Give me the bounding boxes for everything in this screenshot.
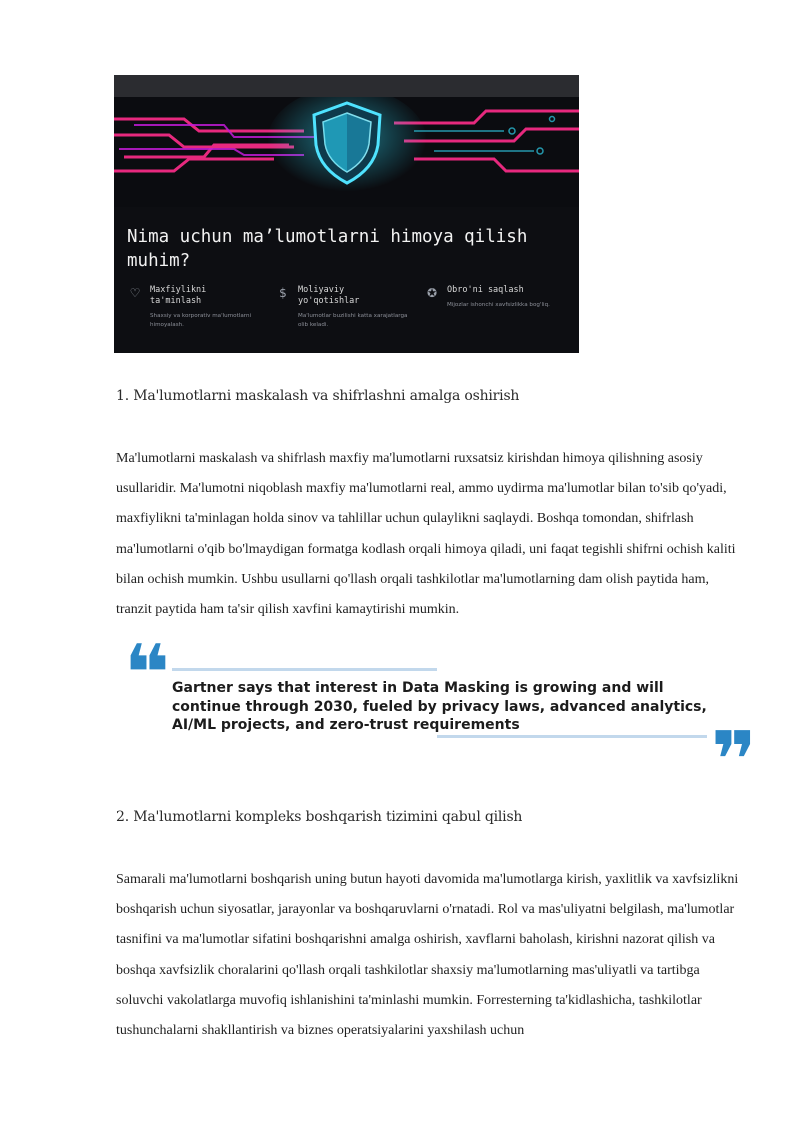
badge-icon: ✪ (426, 286, 438, 300)
section-1-heading: 1. Ma'lumotlarni maskalash va shifrlashni amalga oshirish (116, 388, 520, 404)
feature-description: Ma'lumotlar buzilishi katta xarajatlarga olib keladi. (298, 313, 408, 328)
feature-title: Moliyaviy yo'qotishlar (298, 285, 360, 306)
feature-description: Shaxsiy va korporativ ma'lumotlarni himoyalash. (150, 313, 252, 328)
close-quote-icon: ❞ (711, 716, 757, 806)
quote-divider-bottom (437, 735, 707, 738)
quote-text: Gartner says that interest in Data Masking is growing and will continue through 2030, fueled by privacy laws, advanced analytics, AI/ML projects, and zero-trust requirements (172, 680, 707, 733)
heart-icon: ♡ (129, 286, 141, 300)
feature-title: Obro'ni saqlash (447, 285, 524, 295)
feature-description: Mijozlar ishonchi xavfsizlikka bog'liq. (447, 302, 550, 308)
open-quote-icon: ❝ (124, 629, 170, 719)
feature-title: Maxfiylikni ta'minlash (150, 285, 207, 306)
quote-divider-top (172, 668, 437, 671)
section-2-heading: 2. Ma'lumotlarni kompleks boshqarish tizimini qabul qilish (116, 809, 523, 825)
section-2-paragraph: Samarali ma'lumotlarni boshqarish uning butun hayoti davomida ma'lumotlarga kirish, yaxlitlik va xavfsizlikni boshqarish uchun siyosatlar, jarayonlar va boshqaruvlarni o'rnatadi. Rol va mas'uliyatni belgilash, ma'lumotlar tasnifini va ma'lumotlar sifatini boshqarishni amalga oshirish, xavflarni baholash, kirishni nazorat qilish va boshqa xavfsizlik choralarini qo'llash orqali tashkilotlar shaxsiy ma'lumotlarning mas'uliyatli va tartibga soluvchi vakolatlarga muvofiq ishlanishini ta'minlashi mumkin. Forresterning ta'kidlashicha, tashkilotlar tushunchalarni shakllantirish va biznes operatsiyalarini yaxshilash uchun (116, 872, 739, 1039)
dollar-icon: $ (279, 286, 287, 300)
hero-image (114, 75, 579, 353)
hero-top-bar (114, 75, 579, 97)
hero-title: Nima uchun ma’lumotlarni himoya qilish muhim? (127, 227, 528, 271)
cyber-shield-illustration (114, 97, 579, 207)
section-1-paragraph: Ma'lumotlarni maskalash va shifrlash maxfiy ma'lumotlarni ruxsatsiz kirishdan himoya qilishning asosiy usullaridir. Ma'lumotni niqoblash maxfiy ma'lumotlarni real, ammo uydirma ma'lumotlar bilan to'sib qo'yadi, maxfiylikni ta'minlagan holda sinov va tahlillar uchun qulaylikni saqlaydi. Boshqa tomondan, shifrlash ma'lumotlarni o'qib bo'lmaydigan formatga kodlash orqali himoya qiladi, uni faqat tegishli shifrni ochish kaliti bilan ochish mumkin. Ushbu usullarni qo'llash orqali tashkilotlar ma'lumotlarning dam olish paytida ham, tranzit paytida ham ta'sir qilish xavfini kamaytirishi mumkin. (116, 451, 736, 618)
